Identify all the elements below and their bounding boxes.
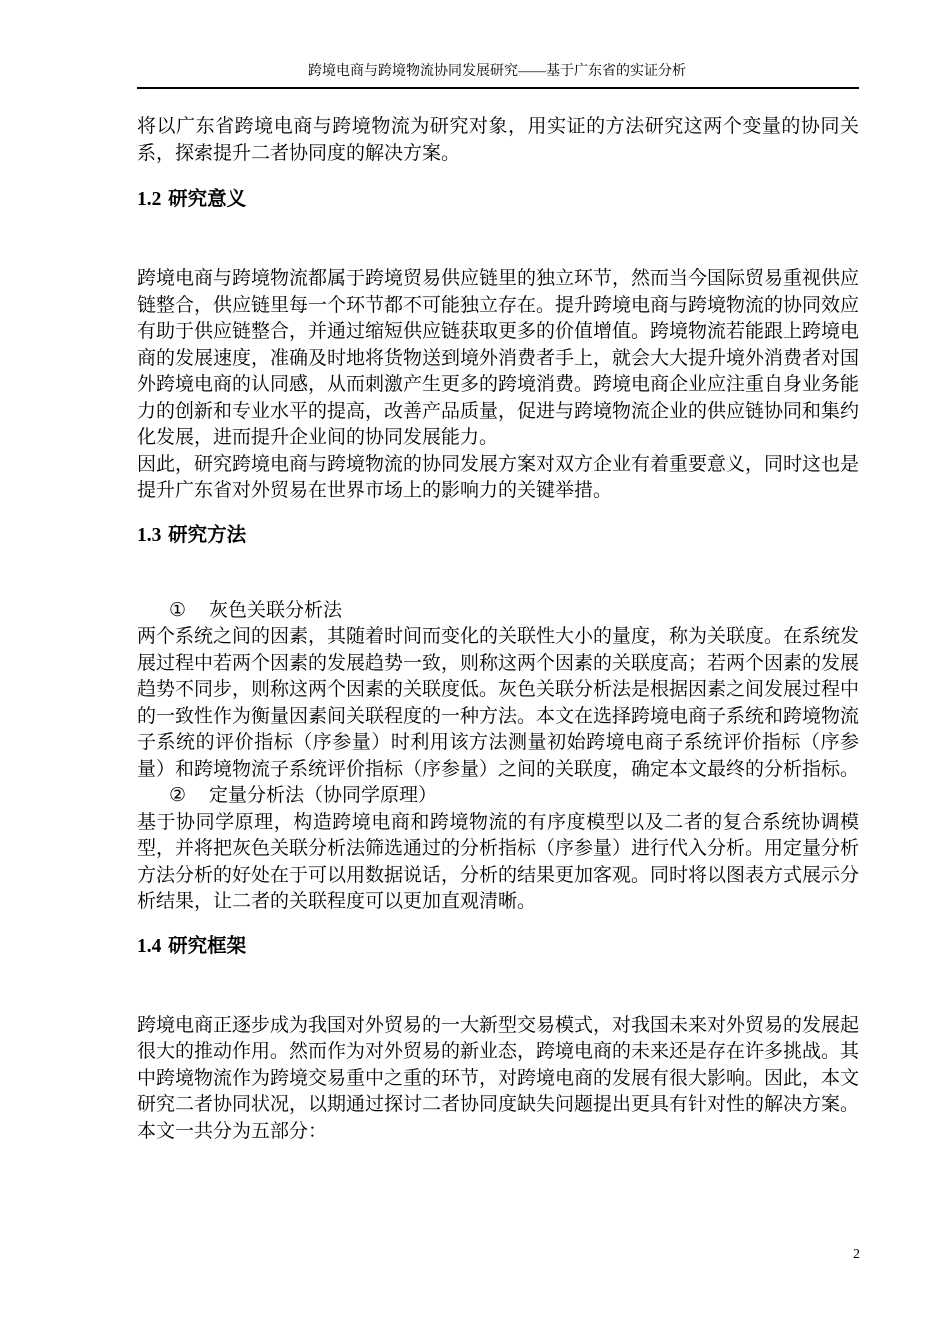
method-2-paragraph: 基于协同学原理，构造跨境电商和跨境物流的有序度模型以及二者的复合系统协调模型，并将把灰色关联分析法筛选通过的分析指标（序参量）进行代入分析。用定量分析方法分析的好处在于可以用数据说话，分析的结果更加客观。同时将以图表方式展示分析结果，让二者的关联程度可以更加直观清晰。 xyxy=(137,810,860,912)
page-number: 2 xyxy=(853,1247,860,1262)
section-heading-1-2 xyxy=(137,186,859,213)
section-number: 1.3 xyxy=(137,524,162,546)
section-1-4-paragraph-1: 跨境电商正逐步成为我国对外贸易的一大新型交易模式，对我国未来对外贸易的发展起很大的推动作用。然而作为对外贸易的新业态，跨境电商的未来还是存在许多挑战。其中跨境物流作为跨境交易重中之重的环节，对跨境电商的发展有很大影响。因此，本文研究二者协同状况，以期通过探讨二者协同度缺失问题提出更具有针对性的解决方案。 xyxy=(137,1013,860,1115)
method-name: 灰色关联分析法 xyxy=(209,598,343,621)
running-header: 跨境电商与跨境物流协同发展研究——基于广东省的实证分析 xyxy=(308,64,686,79)
method-1-paragraph: 两个系统之间的因素，其随着时间而变化的关联性大小的量度，称为关联度。在系统发展过程中若两个因素的发展趋势一致，则称这两个因素的关联度高；若两个因素的发展趋势不同步，则称这两个因素的关联度低。灰色关联分析法是根据因素之间发展过程中的一致性作为衡量因素间关联程度的一种方法。本文在选择跨境电商子系统和跨境物流子系统的评价指标（序参量）时利用该方法测量初始跨境电商子系统评价指标（序参量）和跨境物流子系统评价指标（序参量）之间的关联度，确定本文最终的分析指标。 xyxy=(137,625,860,780)
method-marker: ① xyxy=(169,598,187,621)
page-body xyxy=(137,113,859,1144)
section-1-4-paragraph-2: 本文一共分为五部分： xyxy=(137,1119,328,1142)
method-item-1 xyxy=(137,597,859,624)
method-marker: ② xyxy=(169,784,187,806)
section-number: 1.4 xyxy=(137,935,162,957)
section-title: 研究意义 xyxy=(168,187,247,210)
section-1-2-paragraph-1: 跨境电商与跨境物流都属于跨境贸易供应链里的独立环节，然而当今国际贸易重视供应链整合，供应链里每一个环节都不可能独立存在。提升跨境电商与跨境物流的协同效应有助于供应链整合，并通过缩短供应链获取更多的价值增值。跨境物流若能跟上跨境电商的发展速度，准确及时地将货物送到境外消费者手上，就会大大提升境外消费者对国外跨境电商的认同感，从而刺激产生更多的跨境消费。跨境电商企业应注重自身业务能力的创新和专业水平的提高，改善产品质量，促进与跨境物流企业的供应链协同和集约化发展，进而提升企业间的协同发展能力。 xyxy=(137,267,860,448)
section-heading-1-3 xyxy=(137,522,859,549)
method-item-2 xyxy=(137,782,859,809)
section-title: 研究框架 xyxy=(168,933,247,957)
intro-paragraph: 将以广东省跨境电商与跨境物流为研究对象，用实证的方法研究这两个变量的协同关系，探索提升二者协同度的解决方案。 xyxy=(137,115,859,164)
method-name: 定量分析法（协同学原理） xyxy=(209,784,438,806)
section-number: 1.2 xyxy=(137,189,162,210)
section-heading-1-4 xyxy=(137,933,859,960)
section-title: 研究方法 xyxy=(168,522,247,546)
section-1-2-paragraph-2: 因此，研究跨境电商与跨境物流的协同发展方案对双方企业有着重要意义，同时这也是提升广东省对外贸易在世界市场上的影响力的关键举措。 xyxy=(137,452,860,501)
header-rule xyxy=(137,87,859,89)
